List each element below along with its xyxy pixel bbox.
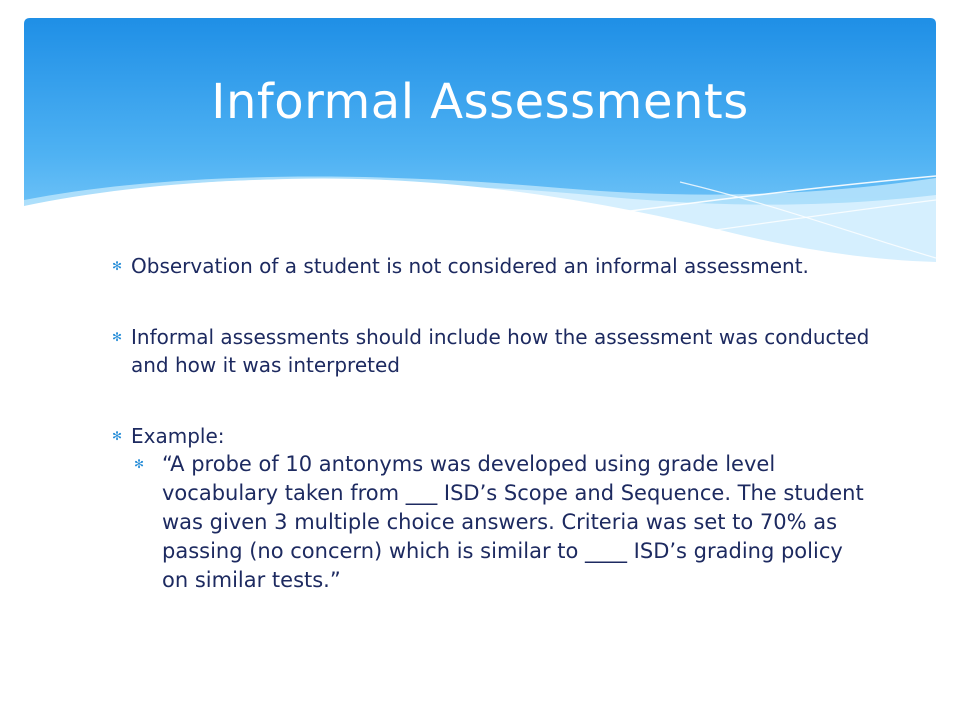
bullet-text: Example: <box>131 424 225 448</box>
bullet-item <box>112 323 872 379</box>
bullet-text: Informal assessments should include how the assessment was conducted and how it was interpreted <box>131 325 870 377</box>
sub-bullet-item <box>112 450 872 595</box>
slide-title: Informal Assessments <box>211 74 749 130</box>
sub-bullet-text: “A probe of 10 antonyms was developed using grade level vocabulary taken from ___ ISD’s Scope and Sequence. The student was given 3 multiple choice answers. Criteria was set to 70% as passing (no concern) which is similar to ____ ISD’s grading policy on similar tests.” <box>162 452 864 592</box>
bullet-star-icon: ✻ <box>134 457 145 471</box>
bullet-text: Observation of a student is not considered an informal assessment. <box>131 254 809 278</box>
bullet-star-icon: ✻ <box>112 330 123 344</box>
bullet-star-icon: ✻ <box>112 259 123 273</box>
bullet-list <box>112 252 872 595</box>
bullet-star-icon: ✻ <box>112 429 123 443</box>
bullet-item <box>112 252 872 280</box>
bullet-item <box>112 422 872 450</box>
header-wave-banner <box>0 0 960 280</box>
